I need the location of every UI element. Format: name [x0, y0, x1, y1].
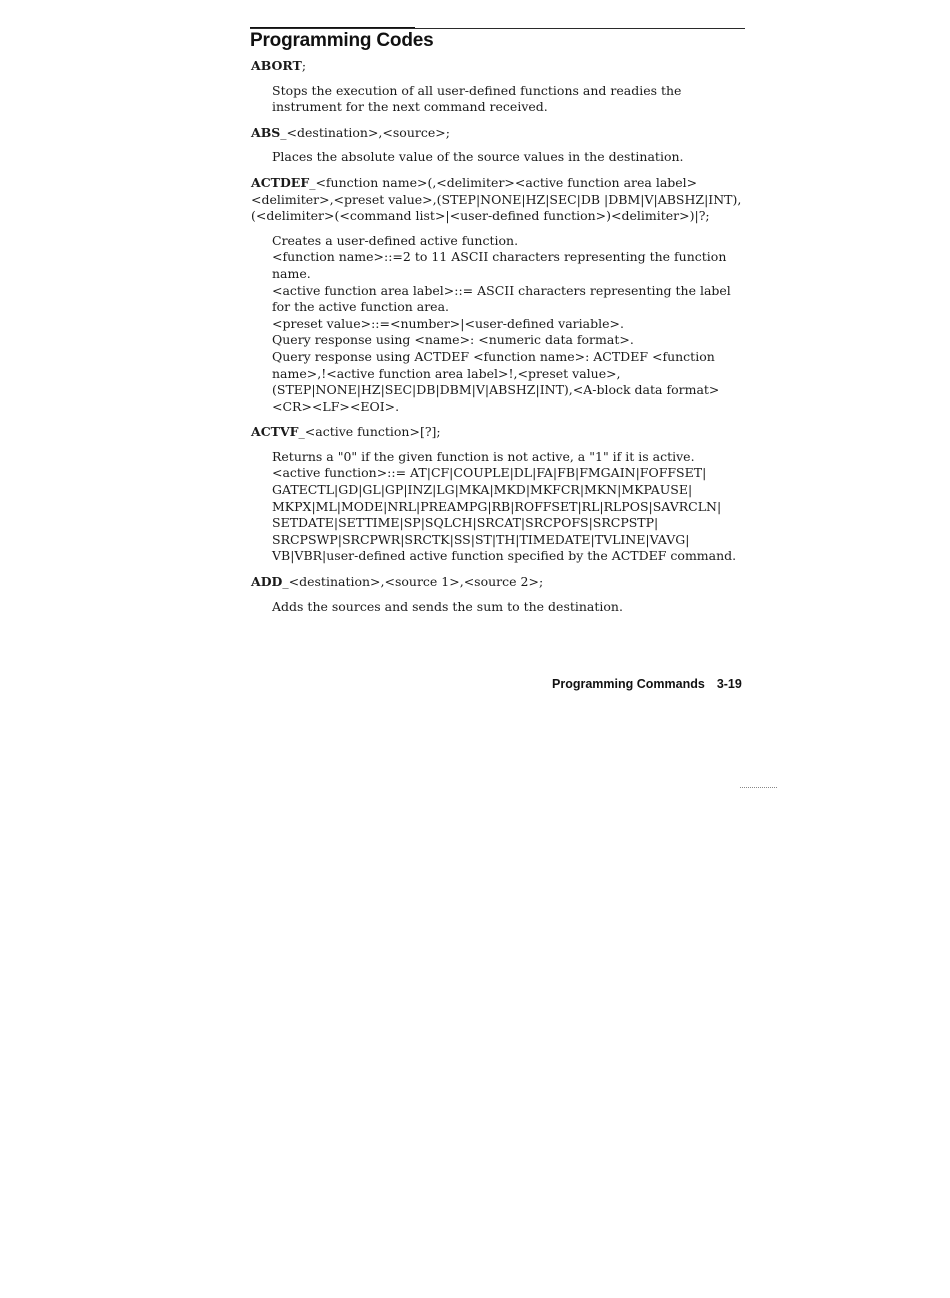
description-line: Returns a "0" if the given function is not active, a "1" if it is active.: [272, 448, 695, 464]
command-entry-actdef: [251, 175, 743, 415]
command-args: _<destination>,<source 1>,<source 2>;: [282, 574, 544, 590]
command-syntax: [251, 574, 743, 591]
page-number: 3-19: [716, 677, 742, 691]
page-footer: [552, 677, 742, 691]
command-name: ABORT: [251, 58, 302, 73]
command-syntax: [251, 424, 743, 441]
command-description: [272, 83, 743, 116]
command-entry-abs: [251, 125, 743, 166]
top-rule: [250, 28, 745, 29]
command-entry-abort: [251, 58, 743, 116]
command-entry-actvf: [251, 424, 743, 565]
command-entry-add: [251, 574, 743, 615]
description-line: <preset value>::=<number>|<user-defined variable>.: [272, 315, 624, 331]
command-description: [272, 149, 743, 166]
description-line: Query response using <name>: <numeric data format>.: [272, 332, 634, 348]
command-name: ABS: [251, 124, 281, 140]
command-name: ACTVF: [251, 424, 299, 440]
description-line: <active function>::= AT|CF|COUPLE|DL|FA|FB|FMGAIN|FOFFSET| GATECTL|GD|GL|GP|INZ|LG|MKA|MKD|MKFCR|MKN|MKPAUSE| MKPX|ML|MODE|NRL|PREAMPG|RB|ROFFSET|RL|RLPOS|SAVRCLN| SETDATE|SETTIME|SP|SQLCH|SRCAT|SRCPOFS|SRCPSTP| SRCPSWP|SRCPWR|SRCTK|SS|ST|TH|TIMEDATE|TVLINE|VAVG| VB|VBR|user-defined active function specified by the ACTDEF command.: [272, 465, 737, 564]
command-name: ACTDEF: [251, 174, 310, 190]
command-args: _<active function>[?];: [298, 424, 441, 440]
description-line: <active function area label>::= ASCII characters representing the label for the active function area.: [272, 282, 731, 315]
description-line: Adds the sources and sends the sum to the destination.: [272, 598, 623, 614]
description-line: Query response using ACTDEF <function name>: ACTDEF <function name>,!<active function area label>!,<preset value>,(STEP|NONE|HZ|SEC|DB|DBM|V|ABSHZ|INT),<A-block data format><CR><LF><EOI>.: [272, 348, 720, 414]
command-description: [272, 233, 743, 416]
command-syntax: [251, 125, 743, 142]
description-line: Places the absolute value of the source values in the destination.: [272, 149, 684, 165]
description-line: Stops the execution of all user-defined functions and readies the instrument for the next command received.: [272, 82, 682, 115]
description-line: <function name>::=2 to 11 ASCII characters representing the function name.: [272, 249, 727, 281]
command-args: _<destination>,<source>;: [280, 124, 450, 140]
command-syntax: [251, 58, 743, 75]
command-description: [272, 599, 743, 616]
command-list: [251, 58, 743, 624]
description-line: Creates a user-defined active function.: [272, 232, 519, 248]
page-heading: Programming Codes: [250, 30, 434, 51]
command-syntax: [251, 175, 743, 225]
command-args: ;: [301, 58, 307, 73]
command-description: [272, 449, 743, 565]
footer-section-title: Programming Commands: [552, 677, 705, 691]
command-args: _<function name>(,<delimiter><active function area label><delimiter>,<preset value>,(STEP|NONE|HZ|SEC|DB |DBM|V|ABSHZ|INT),(<delimiter>(<command list>|<user-defined function>)<delimiter>)|?;: [251, 174, 742, 224]
scan-mark: [740, 787, 777, 788]
command-name: ADD: [251, 574, 283, 590]
